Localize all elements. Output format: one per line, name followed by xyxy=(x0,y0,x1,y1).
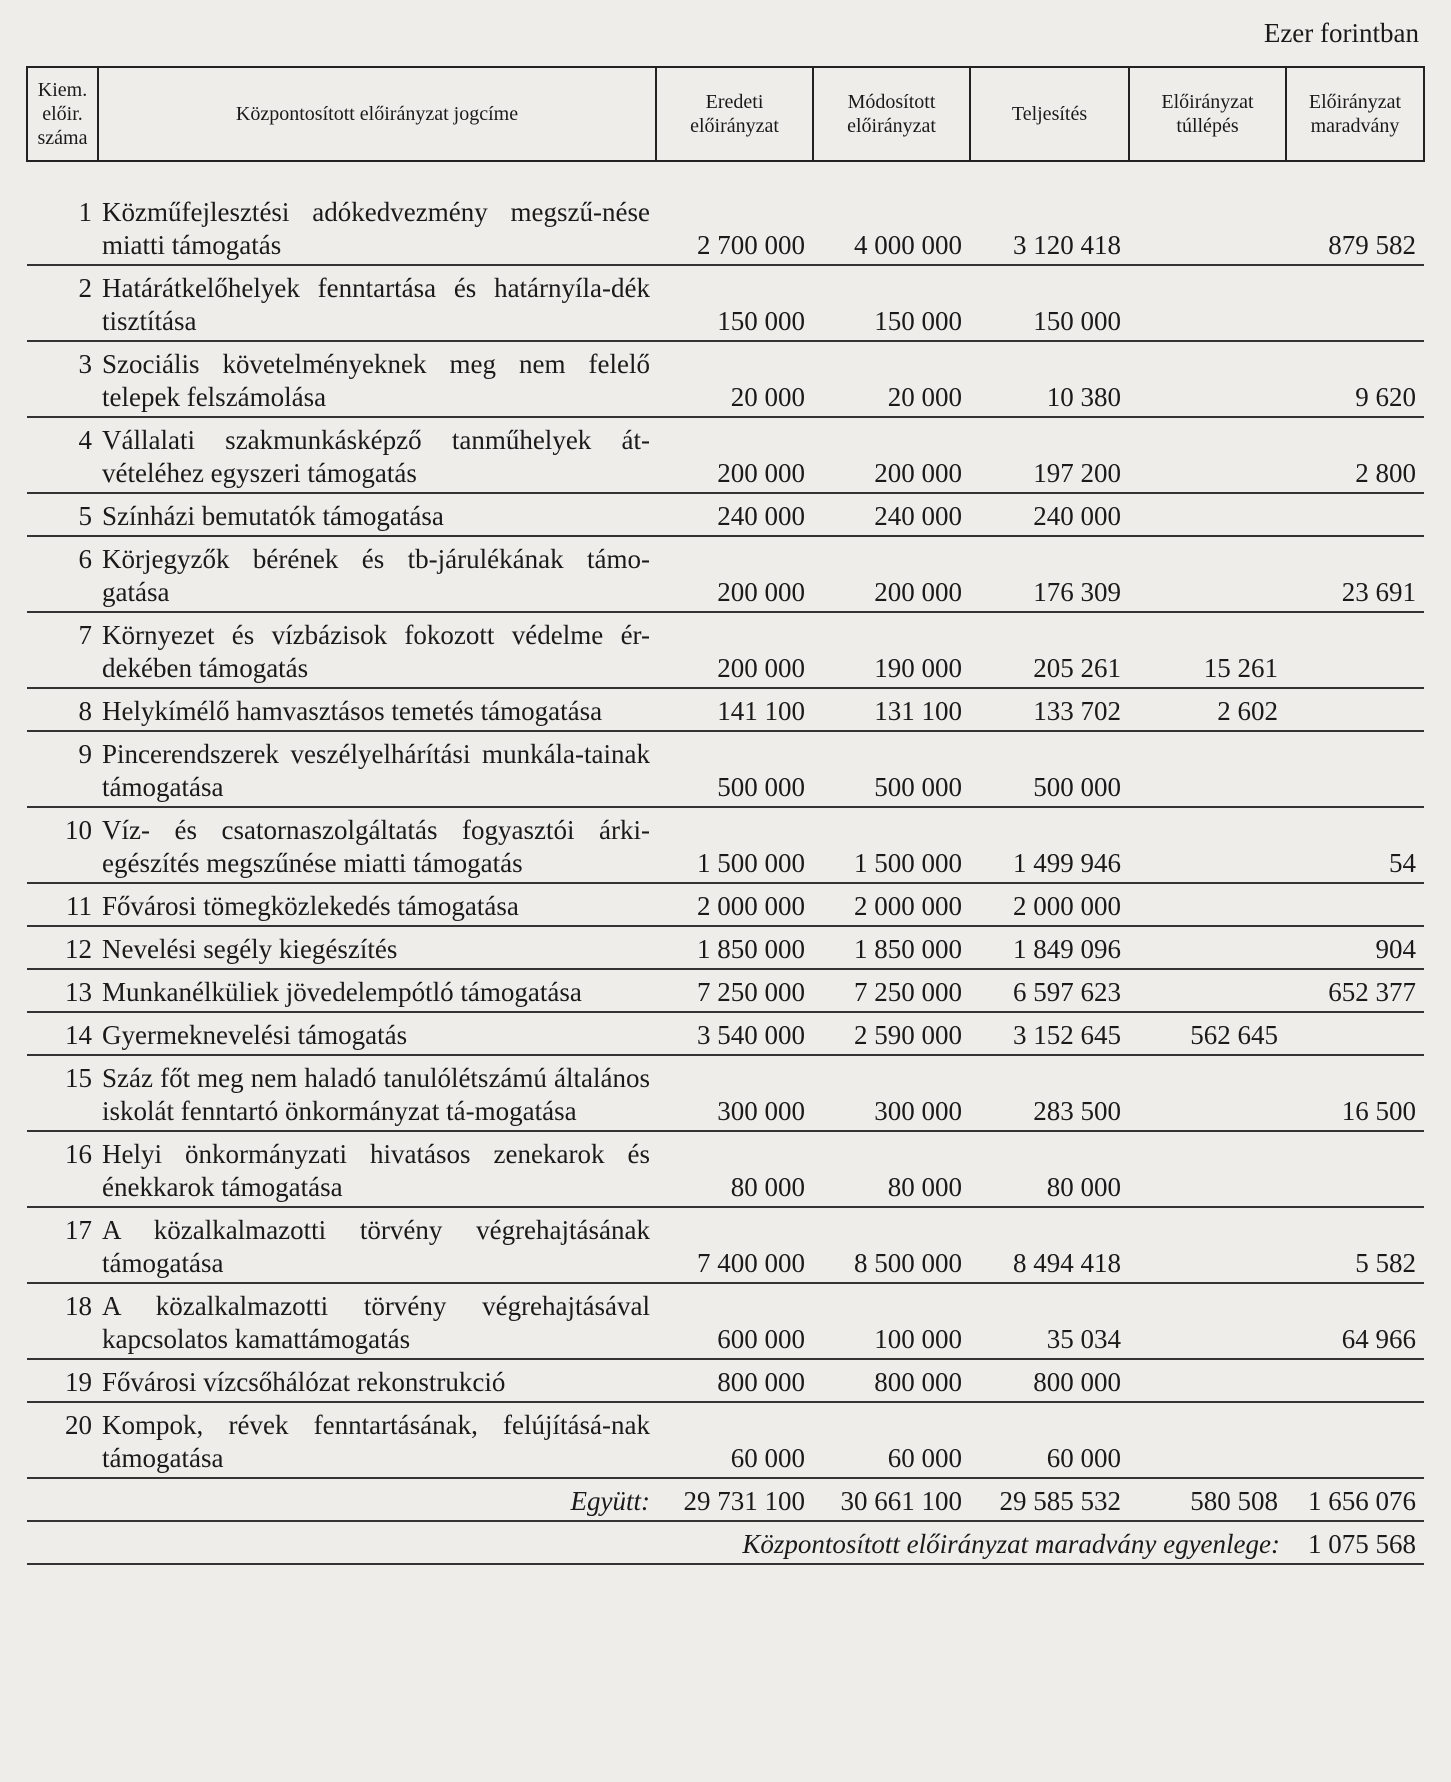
header-remainder: Előirányzat maradvány xyxy=(1286,67,1424,161)
row-modified: 80 000 xyxy=(813,1131,970,1207)
row-title: Vállalati szakmunkásképző tanműhelyek át-vételéhez egyszeri támogatás xyxy=(98,417,656,493)
row-remainder xyxy=(1286,1359,1424,1402)
total-modified: 30 661 100 xyxy=(813,1478,970,1521)
row-number: 11 xyxy=(27,883,98,926)
row-title: Környezet és vízbázisok fokozott védelme ér-dekében támogatás xyxy=(98,612,656,688)
table-row xyxy=(27,1207,1424,1283)
row-completion: 800 000 xyxy=(970,1359,1129,1402)
row-title: A közalkalmazotti törvény végrehajtásának támogatása xyxy=(98,1207,656,1283)
row-modified: 500 000 xyxy=(813,731,970,807)
row-completion: 1 849 096 xyxy=(970,926,1129,969)
row-original: 20 000 xyxy=(656,341,813,417)
row-number: 5 xyxy=(27,493,98,536)
row-remainder: 904 xyxy=(1286,926,1424,969)
table-row xyxy=(27,969,1424,1012)
total-label: Együtt: xyxy=(98,1478,656,1521)
total-remainder: 1 656 076 xyxy=(1286,1478,1424,1521)
row-completion: 6 597 623 xyxy=(970,969,1129,1012)
row-number: 7 xyxy=(27,612,98,688)
table-row xyxy=(27,1359,1424,1402)
row-original: 800 000 xyxy=(656,1359,813,1402)
row-completion: 2 000 000 xyxy=(970,883,1129,926)
appropriations-table xyxy=(26,66,1425,1565)
row-original: 200 000 xyxy=(656,536,813,612)
row-modified: 20 000 xyxy=(813,341,970,417)
row-remainder xyxy=(1286,1402,1424,1478)
table-row xyxy=(27,1131,1424,1207)
row-completion: 197 200 xyxy=(970,417,1129,493)
row-remainder xyxy=(1286,731,1424,807)
row-overrun xyxy=(1129,417,1286,493)
row-original: 80 000 xyxy=(656,1131,813,1207)
row-remainder xyxy=(1286,1131,1424,1207)
row-remainder xyxy=(1286,612,1424,688)
balance-row xyxy=(27,1521,1424,1564)
balance-value: 1 075 568 xyxy=(1286,1521,1424,1564)
total-completion: 29 585 532 xyxy=(970,1478,1129,1521)
row-overrun xyxy=(1129,807,1286,883)
row-title: Szociális követelményeknek meg nem felelő telepek felszámolása xyxy=(98,341,656,417)
row-overrun xyxy=(1129,1131,1286,1207)
table-row xyxy=(27,807,1424,883)
table-row xyxy=(27,417,1424,493)
row-completion: 205 261 xyxy=(970,612,1129,688)
table-row xyxy=(27,1012,1424,1055)
header-title: Központosított előirányzat jogcíme xyxy=(98,67,656,161)
row-original: 2 000 000 xyxy=(656,883,813,926)
row-modified: 200 000 xyxy=(813,536,970,612)
row-number: 12 xyxy=(27,926,98,969)
row-completion: 3 152 645 xyxy=(970,1012,1129,1055)
row-remainder: 879 582 xyxy=(1286,190,1424,265)
row-remainder xyxy=(1286,265,1424,341)
row-completion: 3 120 418 xyxy=(970,190,1129,265)
row-remainder xyxy=(1286,493,1424,536)
row-overrun xyxy=(1129,883,1286,926)
table-row xyxy=(27,883,1424,926)
row-original: 300 000 xyxy=(656,1055,813,1131)
header-modified: Módosított előirányzat xyxy=(813,67,970,161)
row-number: 14 xyxy=(27,1012,98,1055)
header-overrun: Előirányzat túllépés xyxy=(1129,67,1286,161)
row-title: Víz- és csatornaszolgáltatás fogyasztói árki-egészítés megszűnése miatti támogatás xyxy=(98,807,656,883)
row-completion: 133 702 xyxy=(970,688,1129,731)
row-modified: 190 000 xyxy=(813,612,970,688)
table-row xyxy=(27,612,1424,688)
row-number: 17 xyxy=(27,1207,98,1283)
table-row xyxy=(27,688,1424,731)
row-completion: 240 000 xyxy=(970,493,1129,536)
total-row xyxy=(27,1478,1424,1521)
row-modified: 2 590 000 xyxy=(813,1012,970,1055)
table-row xyxy=(27,1283,1424,1359)
row-title: Munkanélküliek jövedelempótló támogatása xyxy=(98,969,656,1012)
row-title: Pincerendszerek veszélyelhárítási munkála-tainak támogatása xyxy=(98,731,656,807)
row-overrun xyxy=(1129,1207,1286,1283)
row-completion: 283 500 xyxy=(970,1055,1129,1131)
row-completion: 1 499 946 xyxy=(970,807,1129,883)
row-modified: 800 000 xyxy=(813,1359,970,1402)
row-modified: 131 100 xyxy=(813,688,970,731)
row-title: Helykímélő hamvasztásos temetés támogatása xyxy=(98,688,656,731)
row-remainder: 23 691 xyxy=(1286,536,1424,612)
row-original: 141 100 xyxy=(656,688,813,731)
row-title: Határátkelőhelyek fenntartása és határnyíla-dék tisztítása xyxy=(98,265,656,341)
table-row xyxy=(27,341,1424,417)
row-title: Gyermeknevelési támogatás xyxy=(98,1012,656,1055)
row-remainder xyxy=(1286,883,1424,926)
row-title: Körjegyzők bérének és tb-járulékának támo-gatása xyxy=(98,536,656,612)
row-overrun xyxy=(1129,536,1286,612)
row-number: 16 xyxy=(27,1131,98,1207)
row-number: 6 xyxy=(27,536,98,612)
row-completion: 80 000 xyxy=(970,1131,1129,1207)
row-modified: 150 000 xyxy=(813,265,970,341)
table-row xyxy=(27,493,1424,536)
row-number: 10 xyxy=(27,807,98,883)
row-overrun xyxy=(1129,1402,1286,1478)
row-modified: 8 500 000 xyxy=(813,1207,970,1283)
row-remainder: 64 966 xyxy=(1286,1283,1424,1359)
row-title: Közműfejlesztési adókedvezmény megszű-nése miatti támogatás xyxy=(98,190,656,265)
row-title: Nevelési segély kiegészítés xyxy=(98,926,656,969)
row-modified: 4 000 000 xyxy=(813,190,970,265)
row-modified: 200 000 xyxy=(813,417,970,493)
row-overrun: 2 602 xyxy=(1129,688,1286,731)
row-original: 150 000 xyxy=(656,265,813,341)
table-row xyxy=(27,265,1424,341)
row-completion: 150 000 xyxy=(970,265,1129,341)
row-remainder: 2 800 xyxy=(1286,417,1424,493)
row-overrun xyxy=(1129,265,1286,341)
header-row xyxy=(27,67,1424,161)
row-original: 600 000 xyxy=(656,1283,813,1359)
row-title: Helyi önkormányzati hivatásos zenekarok és énekkarok támogatása xyxy=(98,1131,656,1207)
row-original: 200 000 xyxy=(656,612,813,688)
row-modified: 2 000 000 xyxy=(813,883,970,926)
row-completion: 60 000 xyxy=(970,1402,1129,1478)
row-original: 1 500 000 xyxy=(656,807,813,883)
row-number: 8 xyxy=(27,688,98,731)
row-remainder: 9 620 xyxy=(1286,341,1424,417)
row-overrun xyxy=(1129,493,1286,536)
row-modified: 100 000 xyxy=(813,1283,970,1359)
table-row xyxy=(27,731,1424,807)
row-title: A közalkalmazotti törvény végrehajtásával kapcsolatos kamattámogatás xyxy=(98,1283,656,1359)
row-remainder: 16 500 xyxy=(1286,1055,1424,1131)
row-modified: 7 250 000 xyxy=(813,969,970,1012)
row-original: 2 700 000 xyxy=(656,190,813,265)
total-overrun: 580 508 xyxy=(1129,1478,1286,1521)
row-remainder: 54 xyxy=(1286,807,1424,883)
header-number: Kiem. előir. száma xyxy=(27,67,98,161)
row-number: 18 xyxy=(27,1283,98,1359)
row-overrun: 562 645 xyxy=(1129,1012,1286,1055)
row-modified: 240 000 xyxy=(813,493,970,536)
row-number: 3 xyxy=(27,341,98,417)
row-remainder: 652 377 xyxy=(1286,969,1424,1012)
row-overrun xyxy=(1129,731,1286,807)
row-number: 13 xyxy=(27,969,98,1012)
row-overrun xyxy=(1129,1055,1286,1131)
row-modified: 1 850 000 xyxy=(813,926,970,969)
row-original: 60 000 xyxy=(656,1402,813,1478)
row-title: Fővárosi vízcsőhálózat rekonstrukció xyxy=(98,1359,656,1402)
table-row xyxy=(27,190,1424,265)
row-modified: 300 000 xyxy=(813,1055,970,1131)
row-number: 2 xyxy=(27,265,98,341)
row-overrun xyxy=(1129,341,1286,417)
row-title: Kompok, révek fenntartásának, felújításá-nak támogatása xyxy=(98,1402,656,1478)
table-row xyxy=(27,536,1424,612)
table-row xyxy=(27,1055,1424,1131)
row-overrun xyxy=(1129,1283,1286,1359)
row-completion: 35 034 xyxy=(970,1283,1129,1359)
row-overrun xyxy=(1129,969,1286,1012)
row-number: 1 xyxy=(27,190,98,265)
row-original: 500 000 xyxy=(656,731,813,807)
row-number: 9 xyxy=(27,731,98,807)
row-completion: 10 380 xyxy=(970,341,1129,417)
row-original: 200 000 xyxy=(656,417,813,493)
row-title: Színházi bemutatók támogatása xyxy=(98,493,656,536)
row-original: 7 250 000 xyxy=(656,969,813,1012)
table-row xyxy=(27,926,1424,969)
row-modified: 60 000 xyxy=(813,1402,970,1478)
row-overrun: 15 261 xyxy=(1129,612,1286,688)
row-remainder xyxy=(1286,688,1424,731)
row-number: 19 xyxy=(27,1359,98,1402)
row-completion: 500 000 xyxy=(970,731,1129,807)
row-original: 7 400 000 xyxy=(656,1207,813,1283)
row-overrun xyxy=(1129,190,1286,265)
unit-label: Ezer forintban xyxy=(1263,18,1419,48)
row-overrun xyxy=(1129,1359,1286,1402)
header-completion: Teljesítés xyxy=(970,67,1129,161)
header-original: Eredeti előirányzat xyxy=(656,67,813,161)
row-number: 20 xyxy=(27,1402,98,1478)
row-number: 15 xyxy=(27,1055,98,1131)
row-original: 240 000 xyxy=(656,493,813,536)
balance-label: Központosított előirányzat maradvány egyenlege: xyxy=(27,1521,1286,1564)
row-overrun xyxy=(1129,926,1286,969)
row-completion: 8 494 418 xyxy=(970,1207,1129,1283)
total-original: 29 731 100 xyxy=(656,1478,813,1521)
row-remainder: 5 582 xyxy=(1286,1207,1424,1283)
row-modified: 1 500 000 xyxy=(813,807,970,883)
table-row xyxy=(27,1402,1424,1478)
row-original: 1 850 000 xyxy=(656,926,813,969)
row-remainder xyxy=(1286,1012,1424,1055)
row-title: Fővárosi tömegközlekedés támogatása xyxy=(98,883,656,926)
row-number: 4 xyxy=(27,417,98,493)
row-completion: 176 309 xyxy=(970,536,1129,612)
table-body xyxy=(27,161,1424,1478)
row-original: 3 540 000 xyxy=(656,1012,813,1055)
row-title: Száz főt meg nem haladó tanulólétszámú általános iskolát fenntartó önkormányzat tá-mogatása xyxy=(98,1055,656,1131)
